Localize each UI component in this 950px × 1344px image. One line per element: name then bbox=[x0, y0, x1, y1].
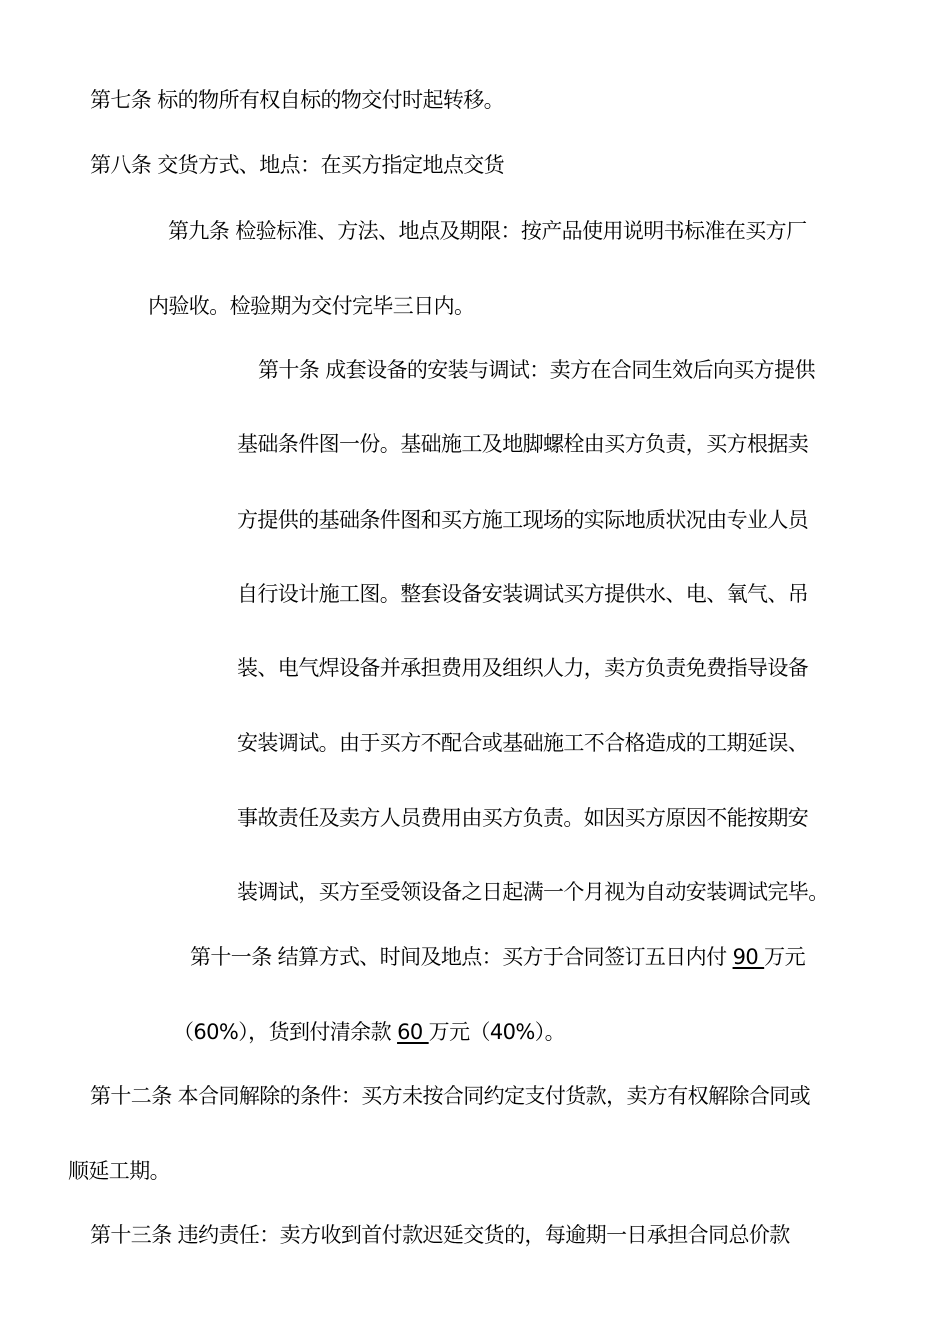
article-11-text-2: （60%），货到付清余款 bbox=[173, 1020, 398, 1044]
article-10-line-4: 自行设计施工图。整套设备安装调试买方提供水、电、氧气、吊 bbox=[237, 582, 809, 606]
article-10-line-5: 装、电气焊设备并承担费用及组织人力，卖方负责免费指导设备 bbox=[237, 656, 809, 680]
article-10-line-7: 事故责任及卖方人员费用由买方负责。如因买方原因不能按期安 bbox=[237, 806, 809, 830]
article-11-line-1 bbox=[190, 943, 805, 971]
article-9-line-2: 内验收。检验期为交付完毕三日内。 bbox=[148, 294, 475, 318]
article-10-line-3: 方提供的基础条件图和买方施工现场的实际地质状况由专业人员 bbox=[237, 508, 809, 532]
article-10-line-6: 安装调试。由于买方不配合或基础施工不合格造成的工期延误、 bbox=[237, 731, 809, 755]
article-7: 第七条 标的物所有权自标的物交付时起转移。 bbox=[90, 88, 505, 112]
article-9-line-1: 第九条 检验标准、方法、地点及期限：按产品使用说明书标准在买方厂 bbox=[168, 219, 807, 243]
first-payment-amount: 90 bbox=[732, 945, 765, 969]
article-11-line-2 bbox=[173, 1018, 565, 1046]
article-10-line-1: 第十条 成套设备的安装与调试：卖方在合同生效后向买方提供 bbox=[258, 358, 815, 382]
article-10-line-8: 装调试，买方至受领设备之日起满一个月视为自动安装调试完毕。 bbox=[237, 880, 829, 904]
balance-amount: 60 bbox=[397, 1020, 429, 1044]
article-10-line-2: 基础条件图一份。基础施工及地脚螺栓由买方负责，买方根据卖 bbox=[237, 432, 809, 456]
article-11-text: 第十一条 结算方式、时间及地点：买方于合同签订五日内付 bbox=[190, 945, 733, 969]
article-11-unit: 万元 bbox=[764, 945, 805, 969]
article-11-unit-2: 万元（40%）。 bbox=[428, 1020, 566, 1044]
article-13-line-1: 第十三条 违约责任：卖方收到首付款迟延交货的，每逾期一日承担合同总价款 bbox=[90, 1223, 790, 1247]
article-12-line-1: 第十二条 本合同解除的条件：买方未按合同约定支付货款，卖方有权解除合同或 bbox=[90, 1084, 811, 1108]
article-12-line-2: 顺延工期。 bbox=[68, 1159, 170, 1183]
article-8: 第八条 交货方式、地点：在买方指定地点交货 bbox=[90, 153, 505, 177]
